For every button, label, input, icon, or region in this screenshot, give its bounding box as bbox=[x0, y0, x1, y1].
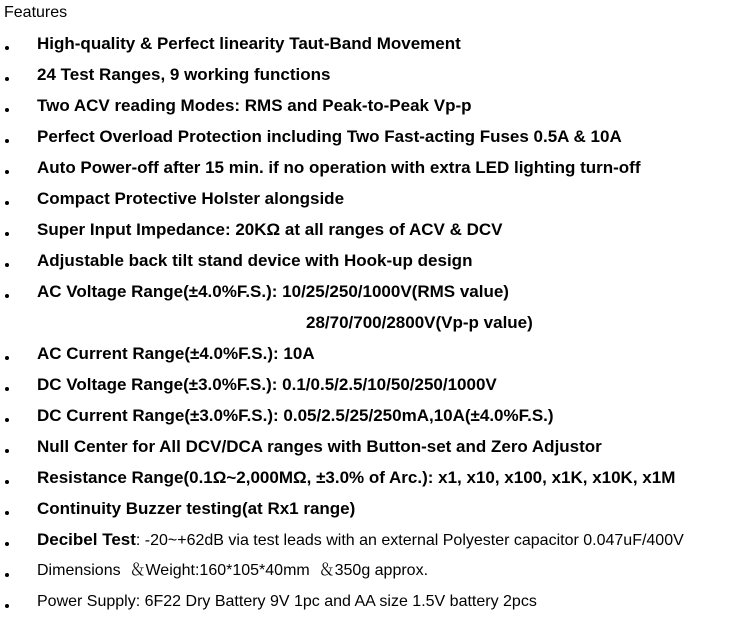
bullet-icon bbox=[5, 108, 9, 112]
bullet-icon bbox=[5, 480, 9, 484]
bullet-icon bbox=[5, 449, 9, 453]
bullet-icon bbox=[5, 232, 9, 236]
feature-text: Compact Protective Holster alongside bbox=[37, 189, 345, 208]
feature-text: Perfect Overload Protection including Two Fast-acting Fuses 0.5A & 10A bbox=[37, 127, 622, 146]
bullet-icon bbox=[5, 139, 9, 143]
feature-detail: : -20~+62dB via test leads with an external Polyester capacitor 0.047uF/400V bbox=[135, 532, 684, 549]
feature-text: Null Center for All DCV/DCA ranges with Button-set and Zero Adjustor bbox=[37, 437, 602, 456]
features-heading: Features bbox=[4, 4, 68, 21]
bullet-icon bbox=[5, 294, 9, 298]
bullet-icon bbox=[5, 604, 9, 608]
feature-text: Dimensions ＆Weight:160*105*40mm ＆350g approx. bbox=[37, 562, 429, 579]
feature-text: Adjustable back tilt stand device with Hook-up design bbox=[37, 251, 473, 270]
bullet-icon bbox=[5, 170, 9, 174]
bullet-icon bbox=[5, 46, 9, 50]
bullet-icon bbox=[5, 418, 9, 422]
feature-text: High-quality & Perfect linearity Taut-Band Movement bbox=[37, 34, 461, 53]
feature-text: Continuity Buzzer testing(at Rx1 range) bbox=[37, 499, 356, 518]
feature-text: AC Voltage Range(±4.0%F.S.): 10/25/250/1000V(RMS value) bbox=[37, 282, 509, 301]
feature-text: Super Input Impedance: 20KΩ at all ranges of ACV & DCV bbox=[37, 220, 503, 239]
feature-text: DC Current Range(±3.0%F.S.): 0.05/2.5/25/250mA,10A(±4.0%F.S.) bbox=[37, 406, 554, 425]
bullet-icon bbox=[5, 387, 9, 391]
feature-text: Two ACV reading Modes: RMS and Peak-to-Peak Vp-p bbox=[37, 96, 472, 115]
feature-text: 24 Test Ranges, 9 working functions bbox=[37, 65, 331, 84]
bullet-icon bbox=[5, 573, 9, 577]
feature-text bbox=[37, 528, 684, 553]
bullet-icon bbox=[5, 77, 9, 81]
feature-continuation-text: 28/70/700/2800V(Vp-p value) bbox=[306, 313, 533, 332]
feature-text: Resistance Range(0.1Ω~2,000MΩ, ±3.0% of Arc.): x1, x10, x100, x1K, x10K, x1M bbox=[37, 468, 676, 487]
bullet-icon bbox=[5, 542, 9, 546]
bullet-icon bbox=[5, 201, 9, 205]
bullet-icon bbox=[5, 356, 9, 360]
feature-text: Power Supply: 6F22 Dry Battery 9V 1pc and AA size 1.5V battery 2pcs bbox=[37, 593, 537, 610]
bullet-icon bbox=[5, 263, 9, 267]
feature-text: DC Voltage Range(±3.0%F.S.): 0.1/0.5/2.5/10/50/250/1000V bbox=[37, 375, 497, 394]
feature-text: AC Current Range(±4.0%F.S.): 10A bbox=[37, 344, 315, 363]
bullet-icon bbox=[5, 511, 9, 515]
feature-title: Decibel Test bbox=[37, 530, 136, 549]
feature-text: Auto Power-off after 15 min. if no operation with extra LED lighting turn-off bbox=[37, 158, 641, 177]
